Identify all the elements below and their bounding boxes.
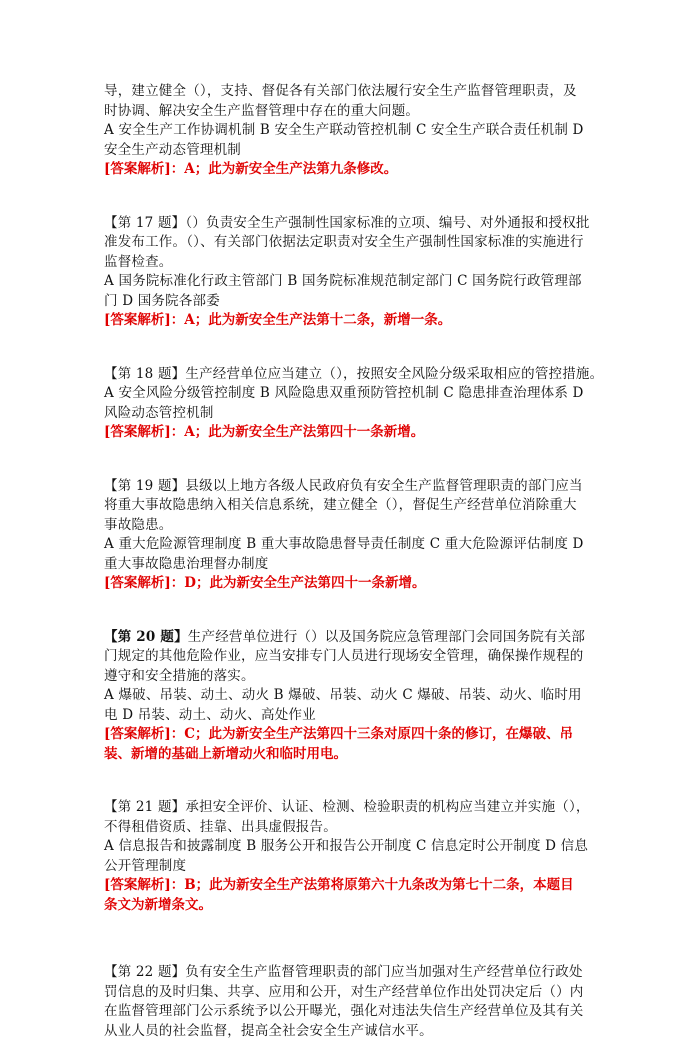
question-text-line: 在监督管理部门公示系统予以公开曝光，强化对违法失信生产经营单位及其有关 bbox=[104, 1003, 584, 1019]
question-text-line: 时协调、解决安全生产监督管理中存在的重大问题。 bbox=[104, 102, 420, 119]
question-text-line: 准发布工作。（）、有关部门依据法定职责对安全生产强制性国家标准的实施进行 bbox=[104, 234, 584, 250]
question-22 bbox=[104, 963, 604, 1041]
options-line: A 安全风险分级管控制度 B 风险隐患双重预防管控机制 C 隐患排查治理体系 D bbox=[104, 385, 584, 401]
options-line: A 重大危险源管理制度 B 重大事故隐患督导责任制度 C 重大危险源评估制度 D bbox=[104, 536, 584, 552]
question-text-line: 罚信息的及时归集、共享、应用和公开，对生产经营单位作出处罚决定后（）内 bbox=[104, 983, 584, 1000]
options-line: A 爆破、吊装、动土、动火 B 爆破、吊装、动火 C 爆破、吊装、动火、临时用 bbox=[104, 687, 582, 703]
options-line: 风险动态管控机制 bbox=[104, 404, 214, 421]
options-line: A 信息报告和披露制度 B 服务公开和报告公开制度 C 信息定时公开制度 D 信息 bbox=[104, 838, 589, 854]
answer-explanation: 装、新增的基础上新增动火和临时用电。 bbox=[104, 745, 347, 762]
options-line: 公开管理制度 bbox=[104, 857, 187, 874]
question-number: 【第 20 题】 bbox=[104, 628, 188, 645]
question-text-line: 不得租借资质、挂靠、出具虚假报告。 bbox=[104, 818, 337, 835]
question-text-line: 导，建立健全（），支持、督促各有关部门依法履行安全生产监督管理职责，及 bbox=[104, 83, 577, 99]
options-line: 门 D 国务院各部委 bbox=[104, 292, 220, 309]
options-line: A 国务院标准化行政主管部门 B 国务院标准规范制定部门 C 国务院行政管理部 bbox=[104, 273, 582, 289]
question-text-line: 【第 18 题】生产经营单位应当建立（），按照安全风险分级采取相应的管控措施。 bbox=[104, 365, 604, 382]
options-line: 安全生产动态管理机制 bbox=[104, 141, 241, 158]
question-number: 【第 18 题】 bbox=[104, 365, 186, 382]
options-line: 电 D 吊装、动土、动火、高处作业 bbox=[104, 706, 316, 723]
question-16-continuation bbox=[104, 82, 604, 180]
question-text-line: 监督检查。 bbox=[104, 253, 173, 270]
question-text-line: 从业人员的社会监督，提高全社会安全生产诚信水平。 bbox=[104, 1022, 433, 1039]
question-number: 【第 19 题】 bbox=[104, 477, 186, 494]
answer-explanation: 条文为新增条文。 bbox=[104, 896, 212, 913]
document-content bbox=[104, 82, 604, 1061]
question-text-line: 事故隐患。 bbox=[104, 516, 173, 533]
question-text-line: 【第 20 题】生产经营单位进行（）以及国务院应急管理部门会同国务院有关部 bbox=[104, 628, 586, 645]
question-19 bbox=[104, 477, 604, 594]
question-number: 【第 21 题】 bbox=[104, 799, 186, 815]
question-text-line: 遵守和安全措施的落实。 bbox=[104, 667, 255, 684]
question-text-line: 门规定的其他危险作业，应当安排专门人员进行现场安全管理，确保操作规程的 bbox=[104, 648, 584, 664]
question-text-line: 【第 22 题】负有安全生产监督管理职责的部门应当加强对生产经营单位行政处 bbox=[104, 964, 583, 980]
question-text-line: 【第 21 题】承担安全评价、认证、检测、检验职责的机构应当建立并实施（）， bbox=[104, 799, 590, 815]
answer-explanation: [答案解析]：B；此为新安全生产法第将原第六十九条改为第七十二条，本题目 bbox=[104, 877, 574, 893]
question-number: 【第 17 题】 bbox=[104, 214, 186, 231]
question-17 bbox=[104, 214, 604, 331]
question-text-line: 【第 17 题】（）负责安全生产强制性国家标准的立项、编号、对外通报和授权批 bbox=[104, 214, 590, 231]
question-21 bbox=[104, 798, 604, 915]
answer-explanation: [答案解析]：A；此为新安全生产法第九条修改。 bbox=[104, 161, 398, 177]
answer-explanation: [答案解析]：A；此为新安全生产法第四十一条新增。 bbox=[104, 424, 425, 440]
options-line: 重大事故隐患治理督办制度 bbox=[104, 555, 269, 572]
answer-explanation: [答案解析]：D；此为新安全生产法第四十一条新增。 bbox=[104, 575, 426, 591]
question-number: 【第 22 题】 bbox=[104, 964, 186, 980]
answer-explanation: [答案解析]：A；此为新安全生产法第十二条，新增一条。 bbox=[104, 312, 452, 328]
question-text-line: 将重大事故隐患纳入相关信息系统，建立健全（），督促生产经营单位消除重大 bbox=[104, 497, 577, 513]
question-text-line: 【第 19 题】县级以上地方各级人民政府负有安全生产监督管理职责的部门应当 bbox=[104, 477, 583, 494]
question-18 bbox=[104, 365, 604, 443]
answer-explanation: [答案解析]：C；此为新安全生产法第四十三条对原四十条的修订，在爆破、吊 bbox=[104, 726, 574, 742]
options-line: A 安全生产工作协调机制 B 安全生产联动管控机制 C 安全生产联合责任机制 D bbox=[104, 122, 584, 138]
question-20 bbox=[104, 628, 604, 765]
